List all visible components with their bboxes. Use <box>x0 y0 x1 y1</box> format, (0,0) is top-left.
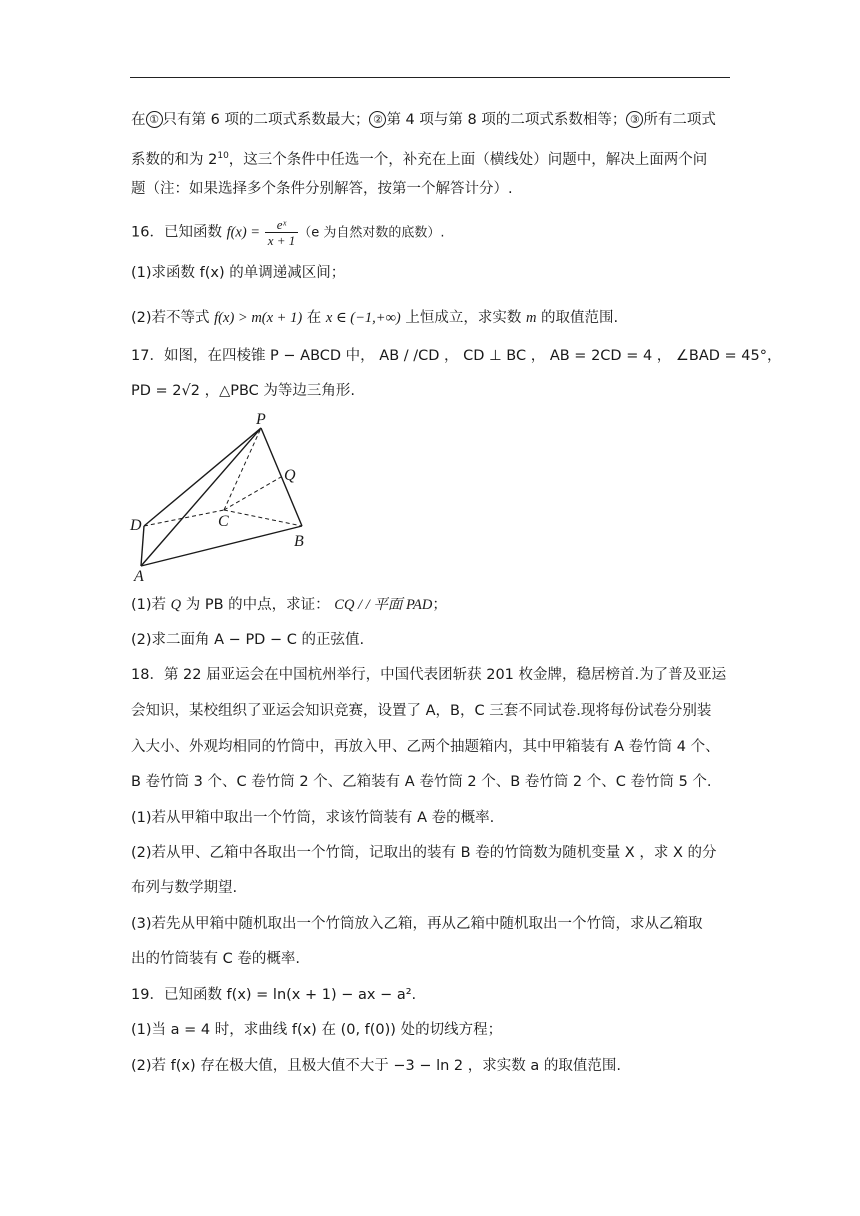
q19-part2: (2)若 f(x) 存在极大值，且极大值不大于 −3 − ln 2 ，求实数 a 的取值范围. <box>131 1058 621 1074</box>
condition-line-1: 在 ① 只有第 6 项的二项式系数最大； ② 第 4 项与第 8 项的二项式系数相等； ③ 所有二项式 <box>131 112 716 128</box>
q18-line-4: B 卷竹筒 3 个、C 卷竹筒 2 个、乙箱装有 A 卷竹筒 2 个、B 卷竹筒 2 个、C 卷竹筒 5 个. <box>131 774 712 790</box>
label-D: D <box>130 517 142 534</box>
edge-PD <box>144 428 261 526</box>
header-rule <box>130 77 730 78</box>
q18-part3-line-2: 出的竹筒装有 C 卷的概率. <box>131 951 300 967</box>
q17-line-2: PD = 2√2 ，△PBC 为等边三角形. <box>131 383 356 399</box>
q18-part1: (1)若从甲箱中取出一个竹筒，求该竹筒装有 A 卷的概率. <box>131 810 495 826</box>
q18-line-1: 18．第 22 届亚运会在中国杭州举行，中国代表团斩获 201 枚金牌，稳居榜首.为了普及亚运 <box>131 667 727 683</box>
q16-fraction: $\frac{\text{eˣ}}{x + 1}$ <box>265 217 299 248</box>
q19-stem: 19．已知函数 f(x) = ln(x + 1) − ax − a². <box>131 987 417 1003</box>
q18-line-3: 入大小、外观均相同的竹筒中，再放入甲、乙两个抽题箱内，其中甲箱装有 A 卷竹筒 4 个、 <box>131 739 720 755</box>
label-Q: Q <box>284 467 296 484</box>
pyramid-figure <box>128 408 318 586</box>
edge-PB <box>261 428 302 526</box>
edge-CP <box>224 428 261 510</box>
q18-line-2: 会知识，某校组织了亚运会知识竞赛，设置了 A，B，C 三套不同试卷.现将每份试卷分别装 <box>131 703 712 719</box>
circled-2: ② <box>369 111 386 128</box>
q17-part2: (2)求二面角 A − PD − C 的正弦值. <box>131 632 365 648</box>
edge-AB <box>141 526 302 566</box>
label-C: C <box>218 513 229 530</box>
label-A: A <box>134 568 144 585</box>
edge-CB <box>224 510 302 526</box>
q16-stem: 16．已知函数 f(x) = $\frac{\text{eˣ}}{x + 1}$ （e 为自然对数的底数）. <box>131 217 445 248</box>
q17-part1: (1)若 Q 为 PB 的中点，求证： CQ / / 平面 PAD； <box>131 597 447 613</box>
condition-line-3: 题（注：如果选择多个条件分别解答，按第一个解答计分）. <box>131 181 513 197</box>
edge-DC <box>144 510 224 526</box>
q19-part1: (1)当 a = 4 时，求曲线 f(x) 在 (0, f(0)) 处的切线方程； <box>131 1022 503 1038</box>
condition-line-2: 系数的和为 $2^{10}$，这三个条件中任选一个，补充在上面（横线处）问题中，解决上面两个问 <box>131 151 708 168</box>
q16-part2: (2)若不等式 f(x) > m(x + 1) 在 x ∈ (−1,+∞) 上恒成立，求实数 m 的取值范围. <box>131 310 619 326</box>
label-B: B <box>294 533 304 550</box>
edge-CQ <box>224 477 281 510</box>
label-P: P <box>256 411 266 428</box>
q17-line-1: 17．如图，在四棱锥 P − ABCD 中， AB / /CD ， CD ⊥ BC ， AB = 2CD = 4 ， ∠BAD = 45°， <box>131 348 782 364</box>
q18-part2-line-2: 布列与数学期望. <box>131 880 238 896</box>
q18-part2-line-1: (2)若从甲、乙箱中各取出一个竹筒，记取出的装有 B 卷的竹筒数为随机变量 X ，求 X 的分 <box>131 845 717 861</box>
edge-PA <box>141 428 261 566</box>
q18-part3-line-1: (3)若先从甲箱中随机取出一个竹筒放入乙箱，再从乙箱中随机取出一个竹筒，求从乙箱取 <box>131 916 703 932</box>
q16-part1: (1)求函数 f(x) 的单调递减区间； <box>131 265 346 281</box>
circled-1: ① <box>146 111 163 128</box>
circled-3: ③ <box>626 111 643 128</box>
